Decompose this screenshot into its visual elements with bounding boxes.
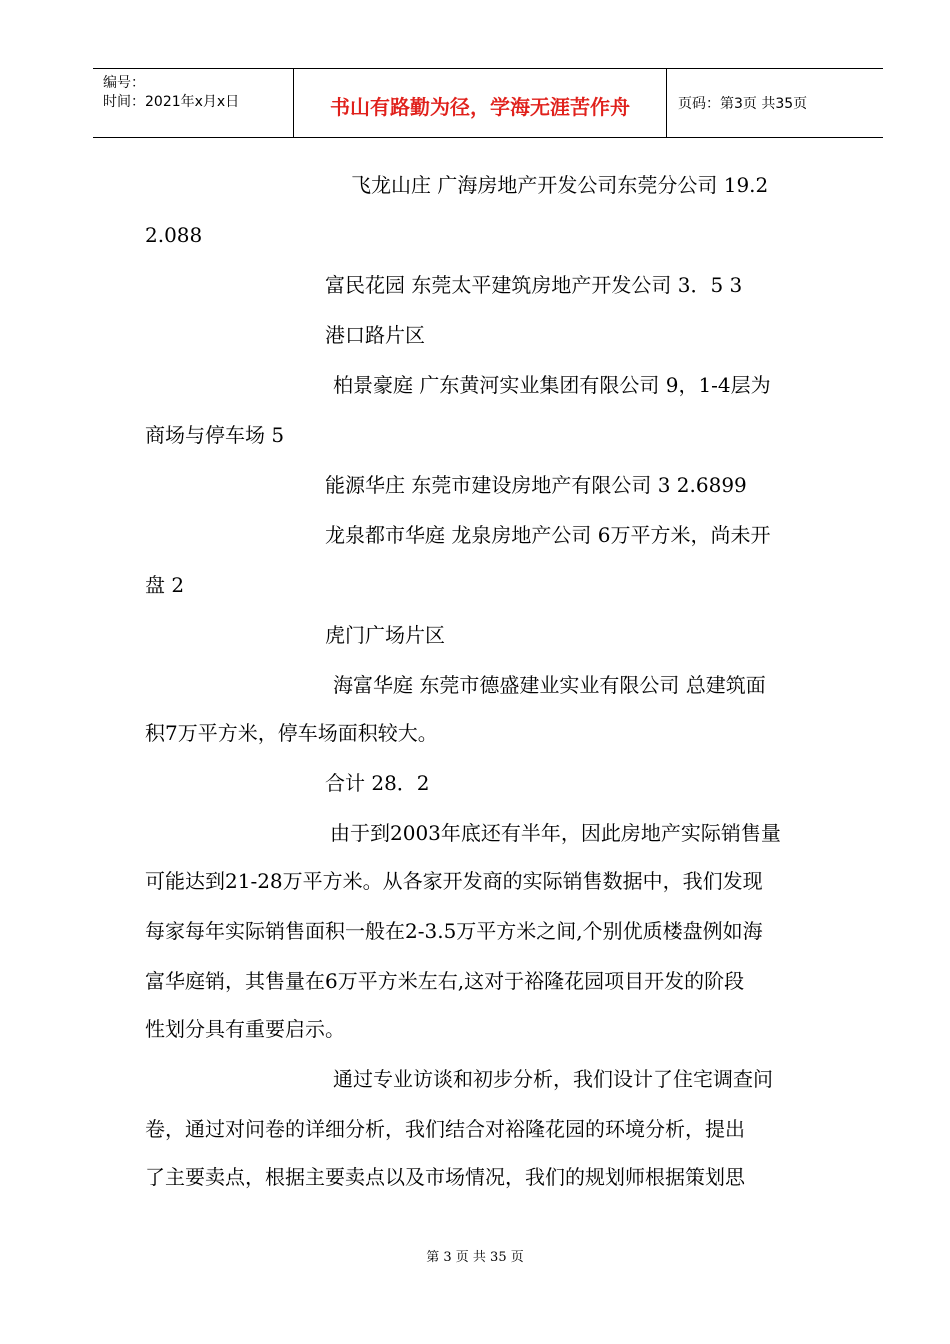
body-line: 富民花园 东莞太平建筑房地产开发公司 3．5 3 [325,273,743,297]
time-label: 时间：2021年x月x日 [103,94,240,110]
section-heading: 虎门广场片区 [325,623,445,647]
body-line: 积7万平方米，停车场面积较大。 [145,721,438,745]
header-meta-cell [93,69,293,137]
body-line: 海富华庭 东莞市德盛建业实业有限公司 总建筑面 [333,673,766,697]
body-line: 飞龙山庄 广海房地产开发公司东莞分公司 19.2 [351,173,769,197]
header-page-cell [666,69,883,137]
body-line: 盘 2 [145,573,185,597]
body-line: 能源华庄 东莞市建设房地产有限公司 3 2.6899 [325,473,747,497]
number-label: 编号： [103,75,145,91]
motto-text: 书山有路勤为径，学海无涯苦作舟 [330,95,630,119]
body-line: 柏景豪庭 广东黄河实业集团有限公司 9，1-4层为 [333,373,771,397]
paragraph-line: 可能达到21-28万平方米。从各家开发商的实际销售数据中，我们发现 [145,869,763,893]
header-motto-cell [293,69,667,137]
page-info: 页码：第3页 共35页 [678,96,808,112]
paragraph-line: 每家每年实际销售面积一般在2-3.5万平方米之间,个别优质楼盘例如海 [145,919,763,943]
body-line: 2.088 [145,223,203,247]
paragraph-line: 富华庭销，其售量在6万平方米左右,这对于裕隆花园项目开发的阶段 [145,969,745,993]
paragraph-line: 通过专业访谈和初步分析，我们设计了住宅调查问 [333,1067,773,1091]
paragraph-line: 由于到2003年底还有半年，因此房地产实际销售量 [330,821,781,845]
paragraph-line: 了主要卖点，根据主要卖点以及市场情况，我们的规划师根据策划思 [145,1165,745,1189]
page-footer: 第 3 页 共 35 页 [426,1250,524,1265]
paragraph-line: 卷，通过对问卷的详细分析，我们结合对裕隆花园的环境分析，提出 [145,1117,745,1141]
paragraph-line: 性划分具有重要启示。 [145,1017,345,1041]
body-line: 合计 28．2 [325,771,430,795]
section-heading: 港口路片区 [325,323,425,347]
body-line: 商场与停车场 5 [145,423,285,447]
body-line: 龙泉都市华庭 龙泉房地产公司 6万平方米，尚未开 [325,523,771,547]
page-header [93,68,883,138]
